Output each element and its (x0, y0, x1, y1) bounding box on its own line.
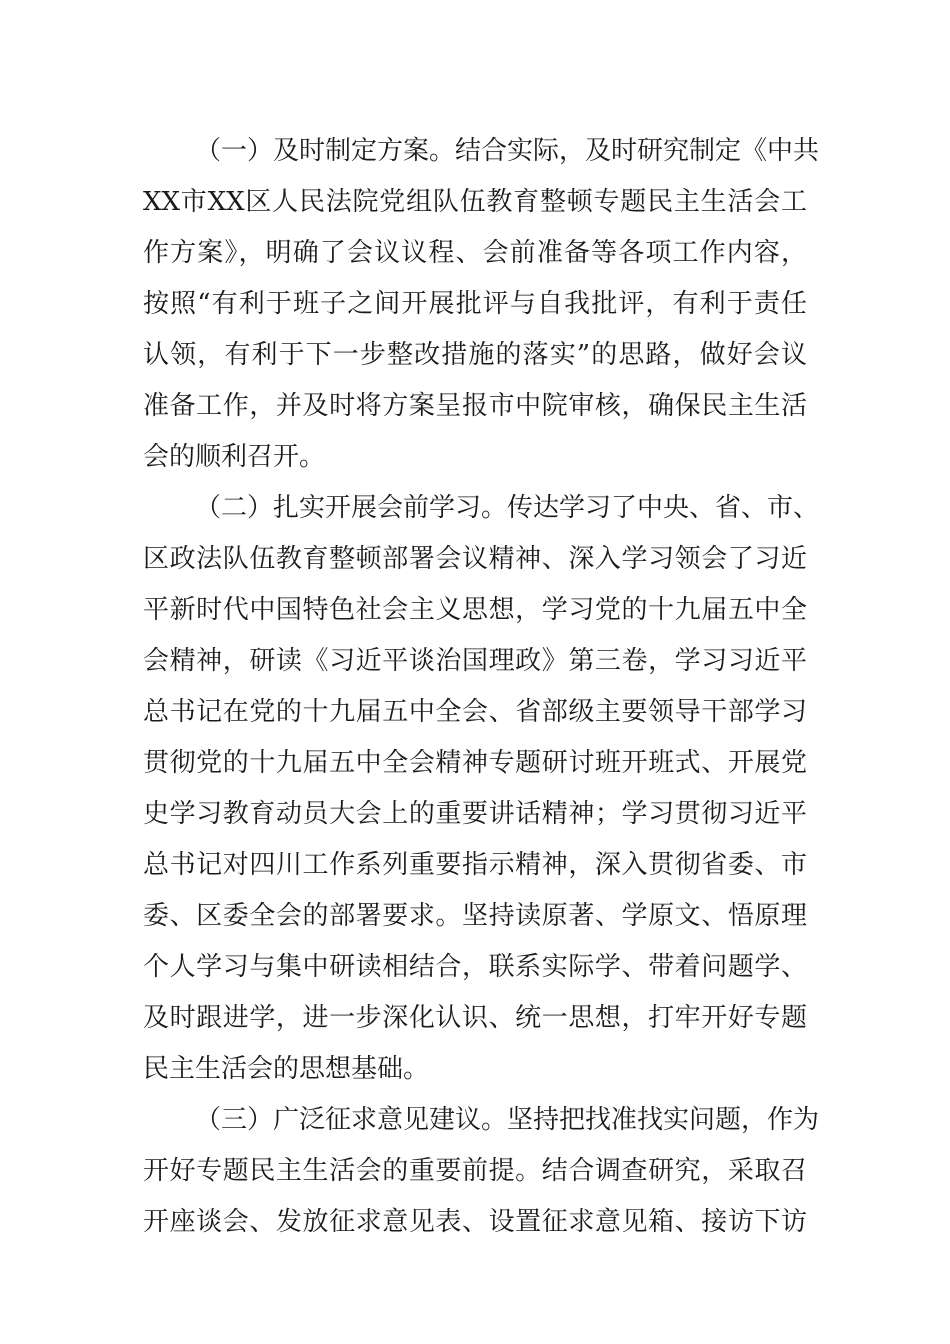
paragraph-2 (143, 483, 820, 1095)
text-line: 及时跟进学，进一步深化认识、统一思想，打牢开好专题 (143, 1003, 807, 1033)
paragraph-1 (143, 126, 820, 483)
text-line: 开好专题民主生活会的重要前提。结合调查研究，采取召 (143, 1156, 807, 1186)
text-line: 会精神，研读《习近平谈治国理政》第三卷，学习习近平 (143, 646, 807, 676)
text-line: 认领，有利于下一步整改措施的落实”的思路，做好会议 (143, 340, 807, 370)
text-line: 民主生活会的思想基础。 (143, 1054, 430, 1084)
text-line: （一）及时制定方案。结合实际，及时研究制定《中共 (195, 136, 820, 166)
document-body (143, 126, 820, 1248)
text-line: 总书记在党的十九届五中全会、省部级主要领导干部学习 (143, 697, 807, 727)
text-line: 会的顺利召开。 (143, 442, 326, 472)
text-line: 史学习教育动员大会上的重要讲话精神；学习贯彻习近平 (143, 799, 807, 829)
text-line: 贯彻党的十九届五中全会精神专题研讨班开班式、开展党 (143, 748, 807, 778)
text-line: 区政法队伍教育整顿部署会议精神、深入学习领会了习近 (143, 544, 807, 574)
text-line: 准备工作，并及时将方案呈报市中院审核，确保民主生活 (143, 391, 807, 421)
text-line: XX市XX区人民法院党组队伍教育整顿专题民主生活会工 (143, 187, 807, 217)
text-line: 委、区委全会的部署要求。坚持读原著、学原文、悟原理 (143, 901, 807, 931)
text-line: 按照“有利于班子之间开展批评与自我批评，有利于责任 (143, 289, 807, 319)
text-line: 总书记对四川工作系列重要指示精神，深入贯彻省委、市 (143, 850, 807, 880)
paragraph-3 (143, 1095, 820, 1248)
text-line: 开座谈会、发放征求意见表、设置征求意见箱、接访下访 (143, 1207, 807, 1237)
text-line: 个人学习与集中研读相结合，联系实际学、带着问题学、 (143, 952, 807, 982)
text-line: 作方案》，明确了会议议程、会前准备等各项工作内容， (143, 238, 807, 268)
text-line: （三）广泛征求意见建议。坚持把找准找实问题，作为 (195, 1105, 820, 1135)
text-line: 平新时代中国特色社会主义思想，学习党的十九届五中全 (143, 595, 807, 625)
text-line: （二）扎实开展会前学习。传达学习了中央、省、市、 (195, 493, 820, 523)
